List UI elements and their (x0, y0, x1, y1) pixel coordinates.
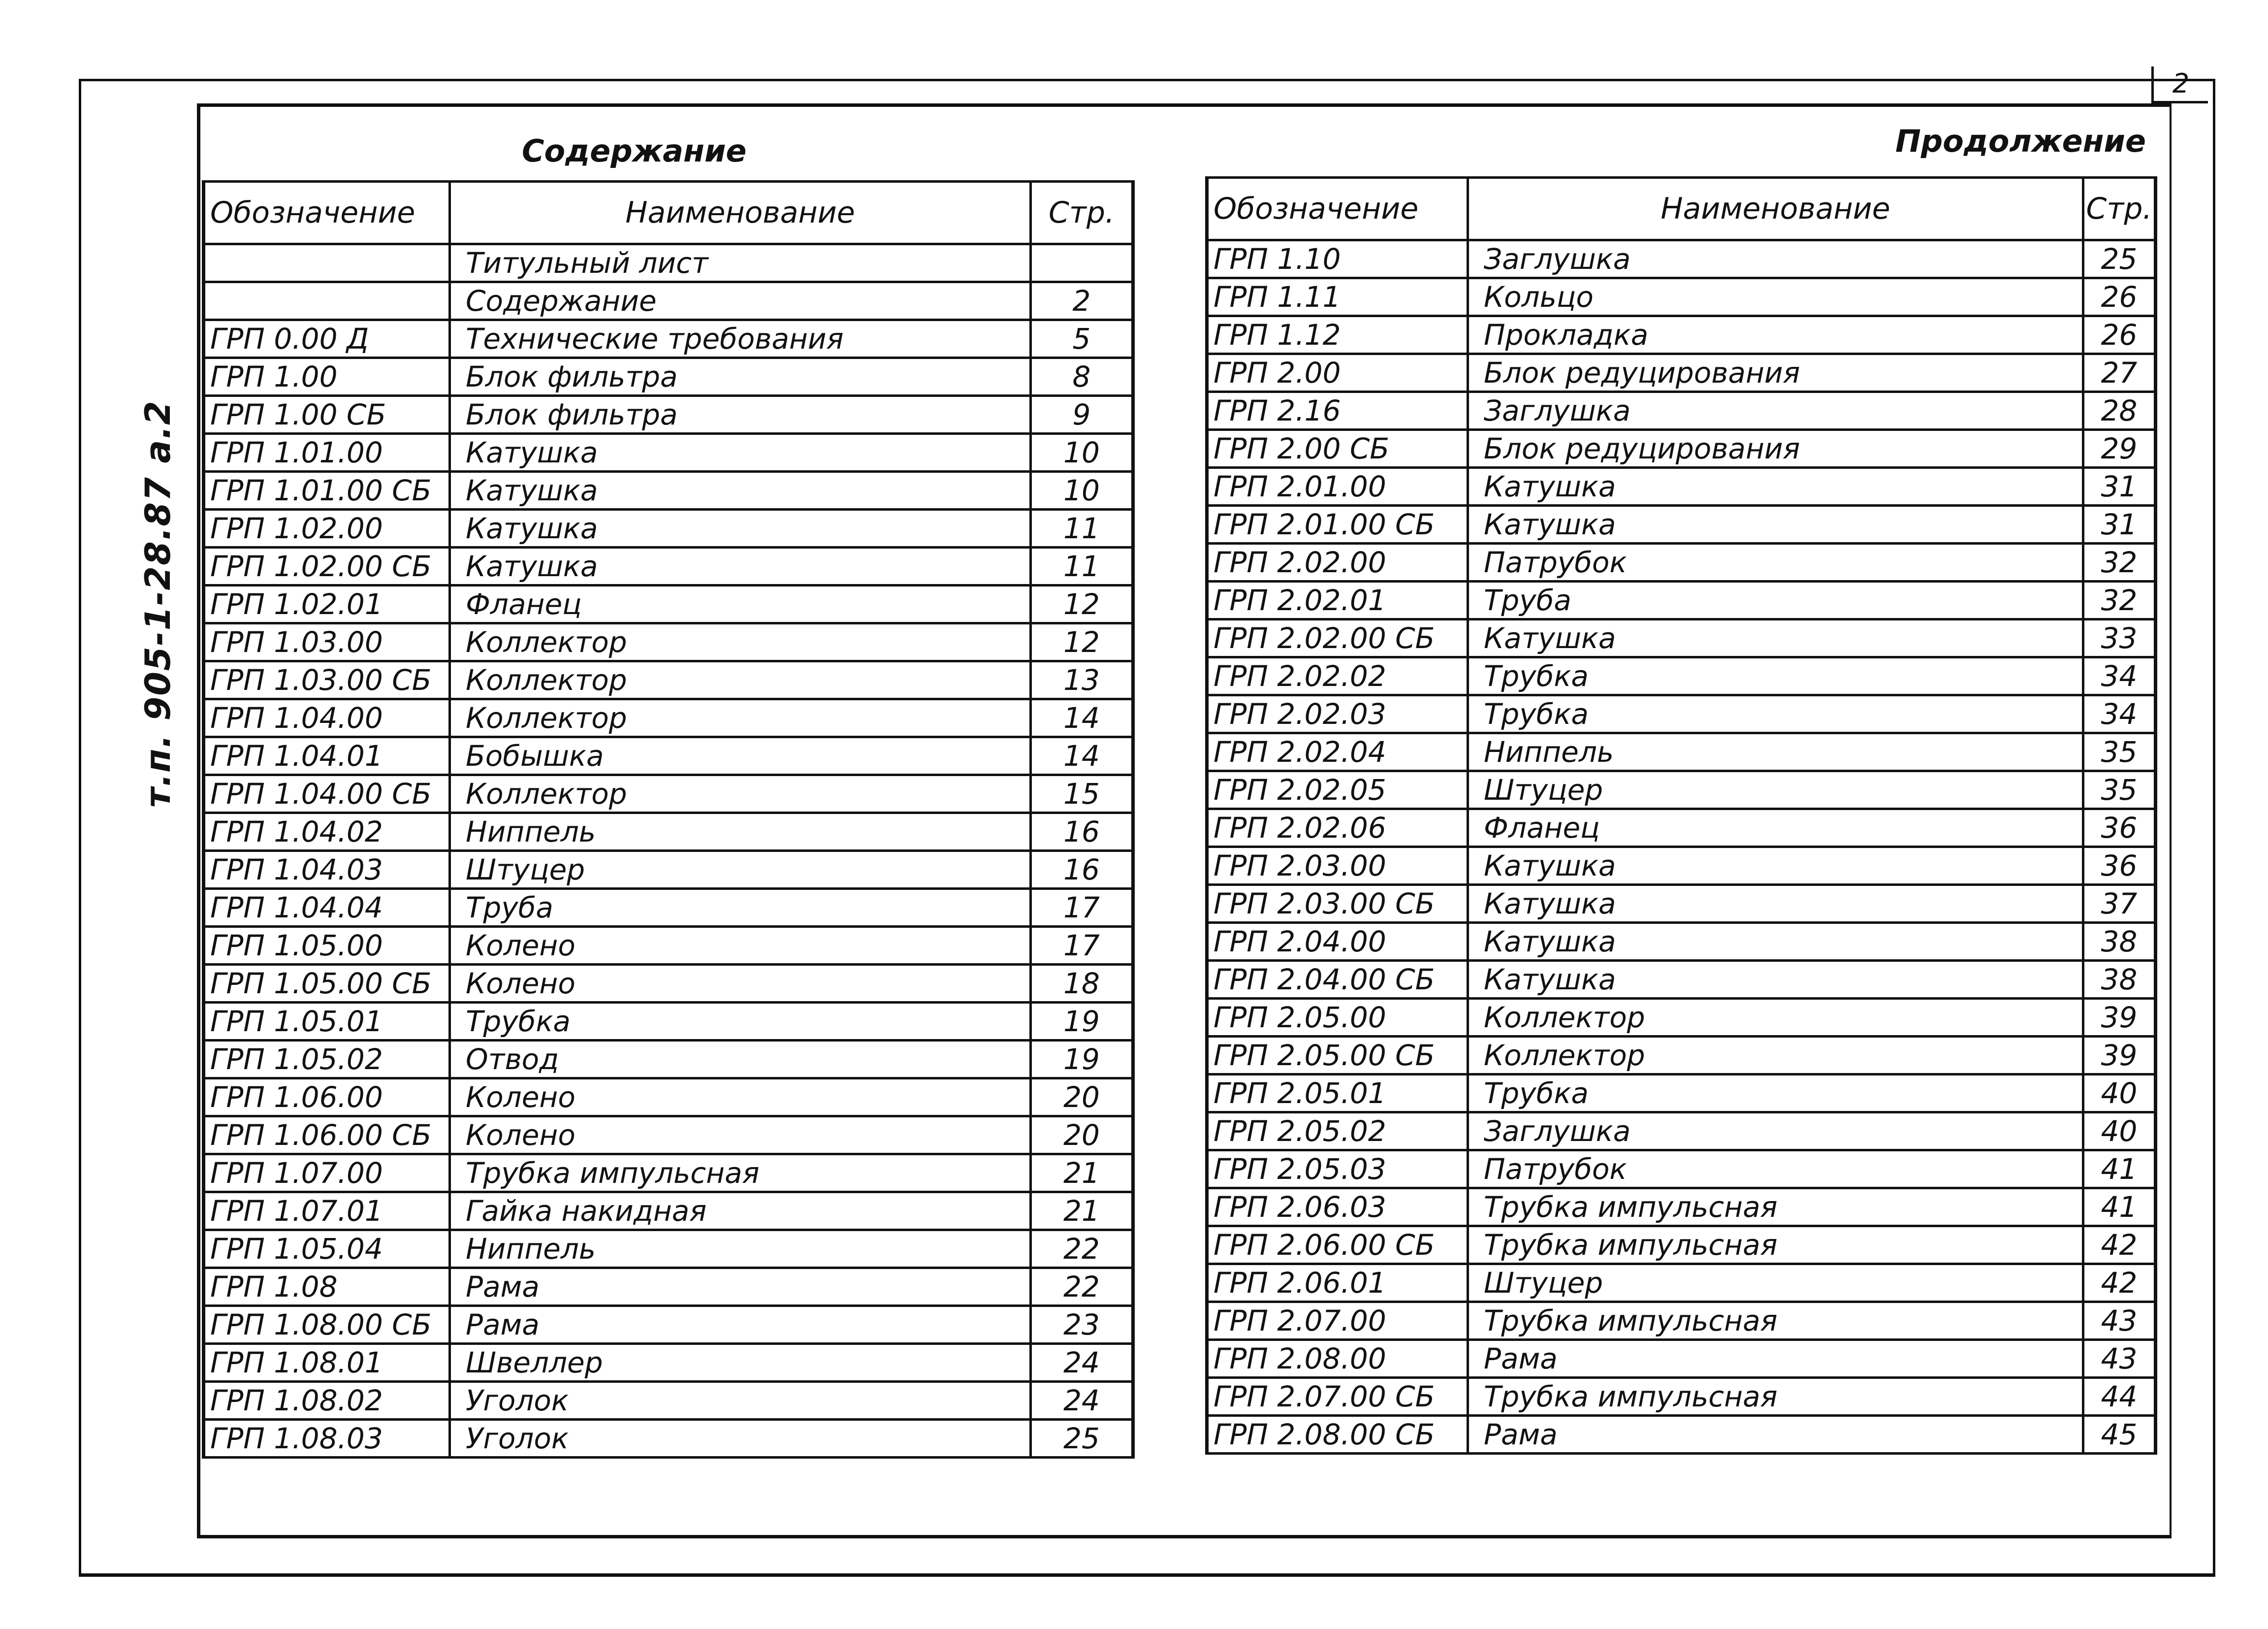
row-page: 2 (1031, 282, 1133, 320)
contents-heading: Содержание (522, 133, 747, 169)
row-name: Кольцо (1468, 278, 2083, 316)
row-page: 10 (1031, 472, 1133, 510)
row-page: 11 (1031, 548, 1133, 586)
row-name: Фланец (450, 586, 1031, 623)
row-designation: ГРП 1.05.01 (204, 1003, 450, 1041)
table-row (1207, 923, 2156, 961)
row-name: Штуцер (1468, 771, 2083, 809)
table-row (204, 737, 1133, 775)
row-page: 19 (1031, 1041, 1133, 1078)
row-name: Катушка (450, 510, 1031, 548)
table-row (1207, 506, 2156, 544)
table-row (204, 699, 1133, 737)
row-designation: ГРП 2.07.00 СБ (1207, 1378, 1468, 1416)
row-page: 24 (1031, 1344, 1133, 1382)
table-row (1207, 809, 2156, 847)
row-page: 19 (1031, 1003, 1133, 1041)
table-row (1207, 961, 2156, 999)
row-page: 41 (2083, 1150, 2156, 1188)
row-page: 34 (2083, 657, 2156, 695)
table-header-row (204, 182, 1133, 244)
continuation-heading: Продолжение (1895, 123, 2146, 159)
row-designation: ГРП 2.05.01 (1207, 1075, 1468, 1112)
row-designation: ГРП 1.10 (1207, 240, 1468, 278)
table-row (204, 1192, 1133, 1230)
row-page: 35 (2083, 733, 2156, 771)
row-designation: ГРП 1.05.00 (204, 927, 450, 965)
row-designation: ГРП 2.02.00 (1207, 544, 1468, 582)
row-designation: ГРП 0.00 Д (204, 320, 450, 358)
row-name: Рама (1468, 1416, 2083, 1454)
row-page: 10 (1031, 434, 1133, 472)
row-page: 13 (1031, 661, 1133, 699)
row-name: Трубка (1468, 1075, 2083, 1112)
header-page: Стр. (1031, 182, 1133, 244)
table-row (1207, 582, 2156, 619)
row-page: 39 (2083, 1037, 2156, 1075)
table-row (1207, 544, 2156, 582)
row-page: 5 (1031, 320, 1133, 358)
row-designation: ГРП 2.00 СБ (1207, 430, 1468, 468)
row-designation: ГРП 2.05.00 СБ (1207, 1037, 1468, 1075)
row-page: 23 (1031, 1306, 1133, 1344)
row-designation (204, 244, 450, 282)
row-name: Заглушка (1468, 392, 2083, 430)
row-page: 29 (2083, 430, 2156, 468)
row-designation: ГРП 1.12 (1207, 316, 1468, 354)
table-row (204, 1306, 1133, 1344)
row-name: Катушка (450, 548, 1031, 586)
row-designation: ГРП 2.01.00 СБ (1207, 506, 1468, 544)
table-row (204, 1078, 1133, 1116)
row-page: 31 (2083, 506, 2156, 544)
table-row (1207, 1378, 2156, 1416)
table-row (204, 775, 1133, 813)
contents-table-left (202, 180, 1135, 1459)
row-designation: ГРП 1.04.02 (204, 813, 450, 851)
row-designation: ГРП 2.08.00 СБ (1207, 1416, 1468, 1454)
table-row (204, 1382, 1133, 1420)
row-name: Отвод (450, 1041, 1031, 1078)
row-name: Катушка (450, 434, 1031, 472)
row-designation: ГРП 1.04.04 (204, 889, 450, 927)
row-page: 12 (1031, 623, 1133, 661)
row-page: 42 (2083, 1226, 2156, 1264)
row-name: Уголок (450, 1382, 1031, 1420)
row-page: 8 (1031, 358, 1133, 396)
row-designation: ГРП 2.08.00 (1207, 1340, 1468, 1378)
row-name: Катушка (1468, 506, 2083, 544)
row-designation: ГРП 2.02.04 (1207, 733, 1468, 771)
row-name: Катушка (1468, 619, 2083, 657)
table-row (204, 586, 1133, 623)
row-name: Катушка (1468, 885, 2083, 923)
table-row (204, 1420, 1133, 1458)
table-row (1207, 1150, 2156, 1188)
row-designation: ГРП 2.05.02 (1207, 1112, 1468, 1150)
row-page: 36 (2083, 809, 2156, 847)
row-designation: ГРП 1.06.00 (204, 1078, 450, 1116)
row-designation: ГРП 2.05.00 (1207, 999, 1468, 1037)
row-name: Штуцер (1468, 1264, 2083, 1302)
table-row (1207, 733, 2156, 771)
row-page: 26 (2083, 316, 2156, 354)
table-row (204, 851, 1133, 889)
row-designation: ГРП 2.02.01 (1207, 582, 1468, 619)
header-name: Наименование (450, 182, 1031, 244)
row-name: Штуцер (450, 851, 1031, 889)
table-row (204, 396, 1133, 434)
table-row (204, 1344, 1133, 1382)
table-row (204, 282, 1133, 320)
row-name: Технические требования (450, 320, 1031, 358)
row-page: 33 (2083, 619, 2156, 657)
row-designation: ГРП 2.03.00 СБ (1207, 885, 1468, 923)
row-designation: ГРП 2.06.01 (1207, 1264, 1468, 1302)
row-name: Ниппель (1468, 733, 2083, 771)
header-page: Стр. (2083, 178, 2156, 240)
row-designation: ГРП 1.07.01 (204, 1192, 450, 1230)
row-name: Коллектор (1468, 999, 2083, 1037)
table-row (1207, 1037, 2156, 1075)
row-page (1031, 244, 1133, 282)
row-page: 15 (1031, 775, 1133, 813)
row-designation: ГРП 1.00 (204, 358, 450, 396)
row-name: Коллектор (450, 623, 1031, 661)
row-designation: ГРП 2.03.00 (1207, 847, 1468, 885)
row-page: 24 (1031, 1382, 1133, 1420)
row-name: Колено (450, 965, 1031, 1003)
table-row (204, 1230, 1133, 1268)
row-designation: ГРП 1.08.02 (204, 1382, 450, 1420)
row-page: 9 (1031, 396, 1133, 434)
row-page: 20 (1031, 1078, 1133, 1116)
table-row (1207, 885, 2156, 923)
row-name: Трубка импульсная (1468, 1226, 2083, 1264)
row-designation: ГРП 2.02.02 (1207, 657, 1468, 695)
header-designation: Обозначение (1207, 178, 1468, 240)
row-page: 12 (1031, 586, 1133, 623)
row-page: 43 (2083, 1340, 2156, 1378)
row-page: 32 (2083, 582, 2156, 619)
table-row (1207, 430, 2156, 468)
row-name: Коллектор (450, 775, 1031, 813)
table-row (1207, 999, 2156, 1037)
row-name: Катушка (1468, 468, 2083, 506)
row-designation: ГРП 1.05.04 (204, 1230, 450, 1268)
row-page: 42 (2083, 1264, 2156, 1302)
table-row (204, 813, 1133, 851)
row-name: Фланец (1468, 809, 2083, 847)
row-page: 16 (1031, 813, 1133, 851)
row-name: Катушка (450, 472, 1031, 510)
table-row (1207, 695, 2156, 733)
row-name: Коллектор (1468, 1037, 2083, 1075)
row-name: Бобышка (450, 737, 1031, 775)
row-designation: ГРП 1.02.00 (204, 510, 450, 548)
row-designation: ГРП 2.16 (1207, 392, 1468, 430)
table-row (204, 1154, 1133, 1192)
table-row (1207, 278, 2156, 316)
table-row (1207, 468, 2156, 506)
row-page: 39 (2083, 999, 2156, 1037)
row-page: 28 (2083, 392, 2156, 430)
table-row (204, 927, 1133, 965)
table-row (204, 1041, 1133, 1078)
row-name: Коллектор (450, 699, 1031, 737)
row-designation: ГРП 2.04.00 (1207, 923, 1468, 961)
table-row (1207, 354, 2156, 392)
row-designation: ГРП 1.08.01 (204, 1344, 450, 1382)
row-name: Коллектор (450, 661, 1031, 699)
table-row (204, 965, 1133, 1003)
table-row (204, 889, 1133, 927)
row-name: Катушка (1468, 961, 2083, 999)
row-designation (204, 282, 450, 320)
row-name: Трубка импульсная (1468, 1302, 2083, 1340)
row-designation: ГРП 1.02.00 СБ (204, 548, 450, 586)
row-name: Трубка импульсная (1468, 1378, 2083, 1416)
row-page: 35 (2083, 771, 2156, 809)
row-designation: ГРП 2.02.05 (1207, 771, 1468, 809)
row-designation: ГРП 1.08.00 СБ (204, 1306, 450, 1344)
row-designation: ГРП 1.03.00 (204, 623, 450, 661)
row-page: 38 (2083, 961, 2156, 999)
row-page: 21 (1031, 1192, 1133, 1230)
row-page: 32 (2083, 544, 2156, 582)
row-name: Рама (450, 1306, 1031, 1344)
row-name: Прокладка (1468, 316, 2083, 354)
row-designation: ГРП 1.11 (1207, 278, 1468, 316)
row-name: Патрубок (1468, 1150, 2083, 1188)
row-designation: ГРП 1.01.00 (204, 434, 450, 472)
table-row (204, 434, 1133, 472)
row-name: Трубка (1468, 657, 2083, 695)
table-row (1207, 1340, 2156, 1378)
table-row (1207, 771, 2156, 809)
row-page: 38 (2083, 923, 2156, 961)
row-designation: ГРП 2.06.00 СБ (1207, 1226, 1468, 1264)
sheet-number: 2 (2151, 66, 2208, 103)
row-name: Ниппель (450, 813, 1031, 851)
row-page: 36 (2083, 847, 2156, 885)
header-name: Наименование (1468, 178, 2083, 240)
table-row (1207, 657, 2156, 695)
table-header-row (1207, 178, 2156, 240)
document-code: т.п. 905-1-28.87 а.2 (138, 400, 178, 808)
table-row (1207, 1188, 2156, 1226)
row-designation: ГРП 2.02.00 СБ (1207, 619, 1468, 657)
contents-table-right (1205, 176, 2157, 1455)
table-row (1207, 240, 2156, 278)
row-name: Уголок (450, 1420, 1031, 1458)
table-row (204, 510, 1133, 548)
row-name: Труба (450, 889, 1031, 927)
row-page: 43 (2083, 1302, 2156, 1340)
row-page: 20 (1031, 1116, 1133, 1154)
row-name: Швеллер (450, 1344, 1031, 1382)
table-row (1207, 1264, 2156, 1302)
row-name: Блок редуцирования (1468, 354, 2083, 392)
row-designation: ГРП 2.00 (1207, 354, 1468, 392)
table-row (204, 1268, 1133, 1306)
row-page: 22 (1031, 1268, 1133, 1306)
table-row (204, 1003, 1133, 1041)
row-designation: ГРП 1.04.00 СБ (204, 775, 450, 813)
row-designation: ГРП 2.07.00 (1207, 1302, 1468, 1340)
row-designation: ГРП 1.05.00 СБ (204, 965, 450, 1003)
row-name: Колено (450, 1078, 1031, 1116)
row-page: 45 (2083, 1416, 2156, 1454)
row-page: 22 (1031, 1230, 1133, 1268)
row-name: Труба (1468, 582, 2083, 619)
row-name: Патрубок (1468, 544, 2083, 582)
row-name: Трубка (1468, 695, 2083, 733)
row-page: 40 (2083, 1075, 2156, 1112)
table-row (204, 661, 1133, 699)
row-page: 44 (2083, 1378, 2156, 1416)
table-row (1207, 1416, 2156, 1454)
row-name: Трубка (450, 1003, 1031, 1041)
row-name: Блок редуцирования (1468, 430, 2083, 468)
table-row (204, 472, 1133, 510)
row-name: Колено (450, 927, 1031, 965)
row-page: 21 (1031, 1154, 1133, 1192)
table-row (204, 358, 1133, 396)
row-designation: ГРП 2.02.06 (1207, 809, 1468, 847)
row-name: Содержание (450, 282, 1031, 320)
row-designation: ГРП 1.03.00 СБ (204, 661, 450, 699)
table-row (204, 623, 1133, 661)
table-row (1207, 1075, 2156, 1112)
table-row (204, 548, 1133, 586)
row-page: 11 (1031, 510, 1133, 548)
row-designation: ГРП 1.07.00 (204, 1154, 450, 1192)
row-page: 14 (1031, 699, 1133, 737)
row-name: Заглушка (1468, 240, 2083, 278)
table-row (1207, 847, 2156, 885)
row-name: Ниппель (450, 1230, 1031, 1268)
row-name: Заглушка (1468, 1112, 2083, 1150)
row-designation: ГРП 1.06.00 СБ (204, 1116, 450, 1154)
table-row (1207, 1226, 2156, 1264)
row-page: 27 (2083, 354, 2156, 392)
row-name: Рама (450, 1268, 1031, 1306)
table-row (204, 320, 1133, 358)
row-page: 25 (1031, 1420, 1133, 1458)
row-page: 17 (1031, 927, 1133, 965)
row-designation: ГРП 1.05.02 (204, 1041, 450, 1078)
row-page: 40 (2083, 1112, 2156, 1150)
row-page: 41 (2083, 1188, 2156, 1226)
table-row (1207, 1302, 2156, 1340)
row-designation: ГРП 1.08 (204, 1268, 450, 1306)
row-designation: ГРП 1.04.00 (204, 699, 450, 737)
row-page: 14 (1031, 737, 1133, 775)
row-name: Титульный лист (450, 244, 1031, 282)
table-row (1207, 316, 2156, 354)
row-designation: ГРП 2.04.00 СБ (1207, 961, 1468, 999)
row-name: Катушка (1468, 847, 2083, 885)
row-designation: ГРП 2.06.03 (1207, 1188, 1468, 1226)
row-designation: ГРП 1.00 СБ (204, 396, 450, 434)
table-row (1207, 1112, 2156, 1150)
row-name: Трубка импульсная (450, 1154, 1031, 1192)
row-designation: ГРП 2.05.03 (1207, 1150, 1468, 1188)
row-designation: ГРП 1.01.00 СБ (204, 472, 450, 510)
table-row (1207, 619, 2156, 657)
header-designation: Обозначение (204, 182, 450, 244)
row-designation: ГРП 1.04.03 (204, 851, 450, 889)
row-designation: ГРП 1.04.01 (204, 737, 450, 775)
table-row (204, 1116, 1133, 1154)
row-page: 25 (2083, 240, 2156, 278)
row-name: Блок фильтра (450, 396, 1031, 434)
row-page: 37 (2083, 885, 2156, 923)
row-page: 17 (1031, 889, 1133, 927)
row-name: Трубка импульсная (1468, 1188, 2083, 1226)
row-designation: ГРП 1.02.01 (204, 586, 450, 623)
row-page: 31 (2083, 468, 2156, 506)
row-designation: ГРП 2.02.03 (1207, 695, 1468, 733)
row-designation: ГРП 1.08.03 (204, 1420, 450, 1458)
row-name: Катушка (1468, 923, 2083, 961)
row-page: 18 (1031, 965, 1133, 1003)
row-name: Блок фильтра (450, 358, 1031, 396)
row-page: 34 (2083, 695, 2156, 733)
row-name: Рама (1468, 1340, 2083, 1378)
row-name: Гайка накидная (450, 1192, 1031, 1230)
table-row (204, 244, 1133, 282)
table-row (1207, 392, 2156, 430)
row-name: Колено (450, 1116, 1031, 1154)
row-designation: ГРП 2.01.00 (1207, 468, 1468, 506)
row-page: 16 (1031, 851, 1133, 889)
row-page: 26 (2083, 278, 2156, 316)
